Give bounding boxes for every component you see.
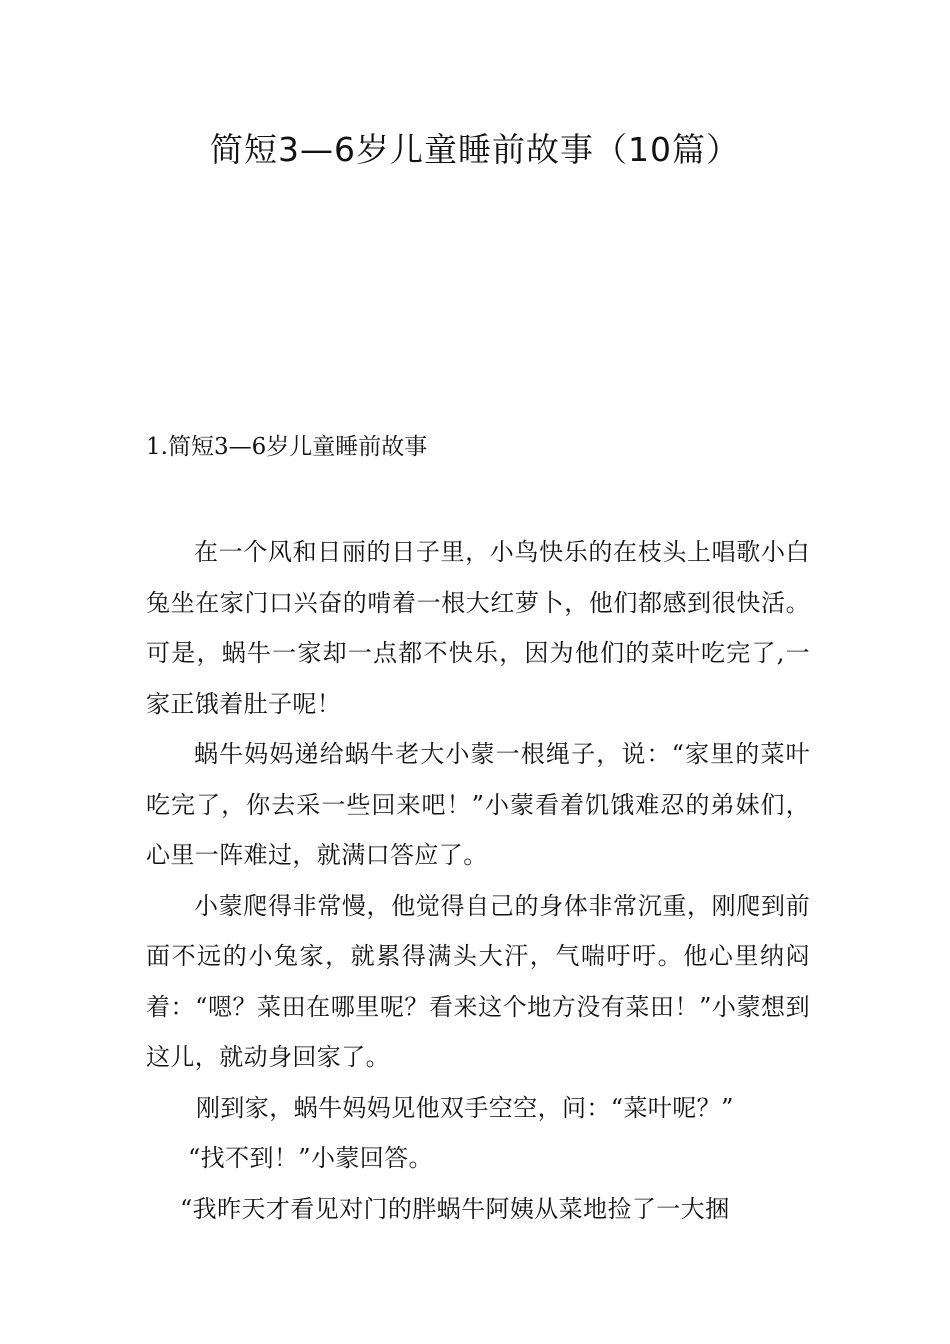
document-title: 简短3—6岁儿童睡前故事（10篇） (210, 130, 740, 169)
story-paragraph: 刚到家，蜗牛妈妈见他双手空空，问：“菜叶呢？” (196, 1093, 734, 1122)
story-paragraph: 蜗牛妈妈递给蜗牛老大小蒙一根绳子，说：“家里的菜叶吃完了，你去采一些回来吧！”小蒙看着饥饿难忍的弟妹们，心里一阵难过，就满口答应了。 (146, 740, 810, 869)
section-heading: 1.简短3—6岁儿童睡前故事 (146, 434, 428, 460)
story-paragraph: “找不到！”小蒙回答。 (188, 1144, 433, 1172)
story-paragraph: “我昨天才看见对门的胖蜗牛阿姨从菜地捡了一大捆 (180, 1194, 730, 1223)
story-paragraph: 在一个风和日丽的日子里，小鸟快乐的在枝头上唱歌小白兔坐在家门口兴奋的啃着一根大红萝卜，他们都感到很快活。可是，蜗牛一家却一点都不快乐，因为他们的菜叶吃完了,一家正饿着肚子呢！ (146, 538, 810, 718)
story-body (146, 527, 810, 1234)
story-paragraph: 小蒙爬得非常慢，他觉得自己的身体非常沉重，刚爬到前面不远的小兔家，就累得满头大汗，气喘吁吁。他心里纳闷着：“嗯？菜田在哪里呢？看来这个地方没有菜田！”小蒙想到这儿，就动身回家了。 (146, 891, 810, 1071)
